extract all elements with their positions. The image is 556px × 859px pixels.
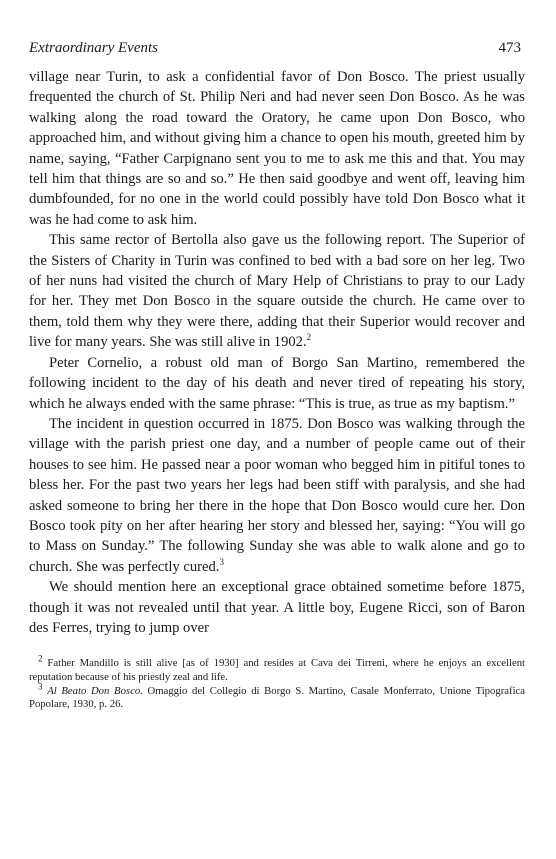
page-number: 473 — [498, 40, 521, 56]
running-header — [29, 40, 525, 62]
footnote-reference: 2 — [306, 332, 312, 343]
footnote: $^3$ Al Beato Don Bosco. Omaggio del Collegio di Borgo S. Martino, Casale Monferrato, Unione Tipografica Popolare, 1930, p. 26. — [29, 681, 526, 711]
footnote-mark: 3 — [38, 681, 43, 691]
footnote: $^2$ Father Mandillo is still alive [as of 1930] and resides at Cava dei Tirreni, where he enjoys an excellent reputation because of his priestly zeal and life. — [29, 653, 526, 683]
footnote-mark: 2 — [38, 653, 43, 664]
paragraph: village near Turin, to ask a confidential favor of Don Bosco. The priest usually frequented the church of St. Philip Neri and had never seen Don Bosco. As he was walking along the road toward the Oratory, he came upon Don Bosco, who approached him, and without giving him a chance to open his mouth, greeted him by name, saying, “Father Carpignano sent you to me to ask me this and that. You may tell him that things are so and so.” He then said goodbye and went off, leaving him dumbfounded, for no one in the world could possibly have told Don Bosco what it was he had come to ask him. — [29, 69, 525, 228]
paragraph: The incident in question occurred in 1875. Don Bosco was walking through the village with the parish priest one day, and a number of people came out of their houses to see him. He passed near a poor woman who begged him in pitiful tones to bless her. For the past two years her legs had been stiff with paralysis, and she had asked someone to bring her there in the hope that Don Bosco would cure her. Don Bosco took pity on her after hearing her story and blessed her, saying: “You will go to Mass on Sunday.” The following Sunday she was able to walk alone and go to church. She was perfectly cured.$^3$ — [29, 415, 525, 575]
book-page — [29, 40, 525, 712]
paragraph: This same rector of Bertolla also gave us the following report. The Superior of the Sisters of Charity in Turin was confined to bed with a bad sore on her leg. Two of her nuns had visited the church of Mary Help of Christians to pray to our Lady for her. They met Don Bosco in the square outside the church. He came over to them, told them why they were there, adding that their Superior would recover and live for many years. She was still alive in 1902.$^2$ — [29, 232, 525, 351]
paragraph: We should mention here an exceptional grace obtained sometime before 1875, though it was not revealed until that year. A little boy, Eugene Ricci, son of Baron des Ferres, trying to jump over — [29, 579, 525, 636]
footnotes — [29, 653, 526, 711]
footnote-reference: 3 — [219, 556, 224, 567]
running-title: Extraordinary Events — [29, 40, 159, 56]
footnote-italic-title: Al Beato Don Bosco. — [47, 684, 143, 697]
body-text — [29, 67, 525, 638]
paragraph: Peter Cornelio, a robust old man of Borgo San Martino, remembered the following incident to the day of his death and never tired of repeating his story, which he always ended with the same phrase: “This is true, as true as my baptism.” — [29, 354, 525, 412]
